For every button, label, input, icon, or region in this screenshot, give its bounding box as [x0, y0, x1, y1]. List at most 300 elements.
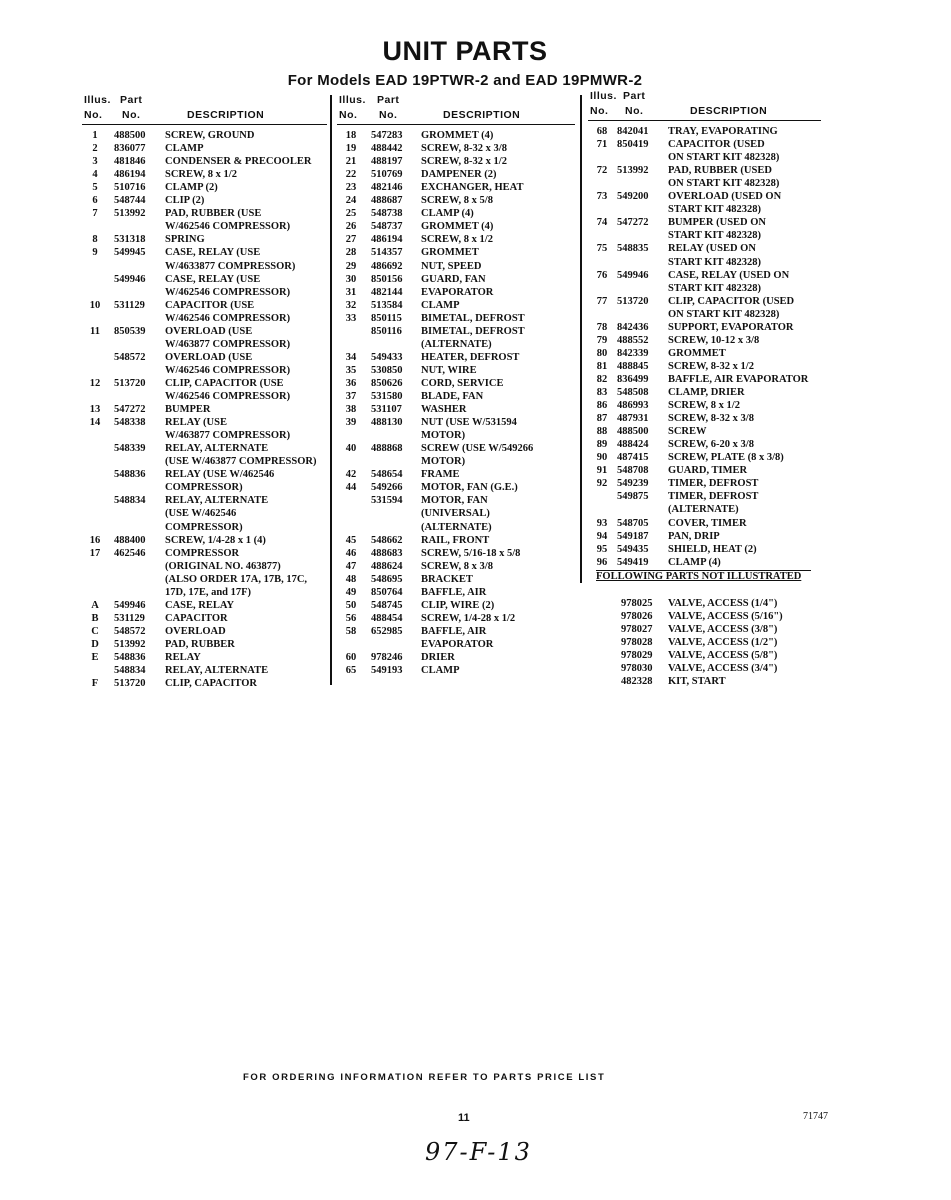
part-description: COMPRESSOR) [165, 521, 243, 533]
illus-number: 5 [92, 182, 98, 194]
part-description: BAFFLE, AIR EVAPORATOR [668, 373, 809, 385]
illus-number: 60 [345, 652, 357, 663]
part-number: 842436 [617, 321, 649, 333]
illus-number: 8 [92, 234, 98, 246]
illus-number: 83 [596, 387, 608, 398]
part-description: CASE, RELAY [165, 599, 235, 611]
part-description: W/463877 COMPRESSOR) [165, 430, 291, 442]
illus-number: 30 [345, 273, 357, 285]
part-number: 482144 [371, 286, 403, 298]
part-number: 513992 [617, 165, 649, 177]
part-number: 531129 [114, 612, 145, 624]
part-number: 548508 [617, 387, 649, 398]
part-description: RAIL, FRONT [421, 534, 490, 546]
part-number: 513720 [617, 295, 649, 307]
illus-number: 12 [89, 377, 101, 389]
part-description: PAD, RUBBER (USE [165, 208, 262, 220]
part-description: EXCHANGER, HEAT [421, 182, 524, 194]
illus-number: 76 [596, 269, 608, 281]
part-description: RELAY, ALTERNATE [165, 665, 269, 677]
part-number: 513720 [114, 678, 146, 690]
part-number: 481846 [114, 156, 146, 168]
part-number: 978246 [371, 652, 403, 663]
illus-number: 81 [596, 360, 608, 372]
part-number: 547272 [617, 217, 649, 229]
part-description: NUT, SPEED [421, 260, 482, 272]
part-description: (ALTERNATE) [668, 504, 739, 516]
part-description: MOTOR) [421, 430, 466, 442]
illus-number: 72 [596, 165, 608, 177]
illus-number: 32 [345, 299, 357, 311]
illus-number: 56 [345, 612, 357, 624]
header-illus-no: No. [84, 109, 103, 121]
part-description: GROMMET [668, 347, 726, 359]
illus-number: 34 [345, 351, 357, 363]
illus-number: F [91, 678, 99, 690]
illus-number: 22 [345, 169, 357, 181]
part-description: DRIER [421, 652, 455, 663]
part-description: CLIP, WIRE (2) [421, 599, 495, 611]
illus-number: 23 [345, 182, 357, 194]
part-number: 836499 [617, 373, 649, 385]
illus-number: 2 [92, 143, 98, 155]
illus-number: 24 [345, 195, 357, 207]
illus-number: 33 [345, 312, 357, 324]
illus-number: 9 [92, 247, 98, 259]
illus-number: 25 [345, 208, 357, 220]
part-description: BUMPER [165, 404, 211, 416]
part-description: W/462546 COMPRESSOR) [165, 312, 291, 324]
part-number: 549187 [617, 530, 649, 542]
part-description: SCREW, 8 x 1/2 [421, 234, 493, 246]
part-description: W/462546 COMPRESSOR) [165, 391, 291, 402]
illus-number: 21 [345, 156, 357, 168]
part-description: CLIP (2) [165, 195, 205, 207]
illus-number: 71 [596, 139, 608, 151]
header-part-no: No. [625, 105, 644, 117]
part-number: 548695 [371, 573, 403, 585]
header-part: Part [623, 90, 646, 102]
part-description: OVERLOAD [165, 625, 226, 637]
part-number: 488197 [371, 156, 403, 168]
illus-number: 36 [345, 377, 357, 389]
illus-number: 39 [345, 417, 357, 429]
part-number: 548708 [617, 465, 649, 477]
part-description: (ALSO ORDER 17A, 17B, 17C, [165, 573, 308, 585]
part-description: CLAMP [421, 299, 460, 311]
page-title: UNIT PARTS [382, 36, 548, 66]
header-illus: Illus. [339, 94, 366, 106]
header-description: DESCRIPTION [187, 109, 265, 121]
part-description: ON START KIT 482328) [668, 152, 780, 164]
illus-number: 48 [345, 573, 357, 585]
part-number: 531594 [371, 495, 403, 507]
document-number: 71747 [803, 1111, 828, 1122]
illus-number: 26 [345, 221, 357, 233]
header-part-no: No. [379, 109, 398, 121]
part-description: SCREW, 8-32 x 1/2 [421, 156, 507, 168]
illus-number: 96 [596, 556, 608, 568]
part-description: 17D, 17E, and 17F) [165, 586, 252, 598]
illus-number: 68 [596, 126, 608, 137]
header-description: DESCRIPTION [690, 105, 768, 117]
illus-number: C [91, 625, 99, 637]
part-description: MOTOR, FAN (G.E.) [421, 482, 518, 494]
illus-number: 14 [89, 417, 101, 429]
illus-number: 49 [345, 586, 357, 598]
illus-number: 13 [89, 404, 101, 416]
illus-number: 75 [596, 243, 608, 255]
part-number: 978030 [621, 662, 653, 674]
header-description: DESCRIPTION [443, 109, 521, 121]
part-number: 488500 [114, 130, 146, 141]
illus-number: 45 [345, 534, 357, 546]
illus-number: B [91, 612, 99, 624]
part-number: 513584 [371, 299, 403, 311]
part-description: SCREW, 6-20 x 3/8 [668, 439, 754, 451]
part-number: 548339 [114, 443, 146, 455]
part-description: SCREW, 1/4-28 x 1 (4) [165, 534, 266, 546]
part-number: 513992 [114, 638, 146, 650]
part-number: 488845 [617, 360, 649, 372]
part-description: CORD, SERVICE [421, 377, 504, 389]
illus-number: 86 [596, 400, 608, 412]
part-number: 548744 [114, 195, 146, 207]
part-description: GUARD, FAN [421, 273, 486, 285]
part-description: MOTOR, FAN [421, 495, 488, 507]
illus-number: 3 [92, 156, 98, 168]
part-number: 549435 [617, 543, 649, 555]
part-number: 549266 [371, 482, 403, 494]
part-number: 978028 [621, 636, 653, 648]
part-description: W/463877 COMPRESSOR) [165, 338, 291, 350]
part-description: SCREW, PLATE (8 x 3/8) [668, 452, 784, 464]
part-number: 850156 [371, 273, 403, 285]
part-number: 549946 [114, 273, 146, 285]
illus-number: 40 [345, 443, 357, 455]
illus-number: E [91, 652, 99, 663]
part-number: 549200 [617, 191, 649, 203]
part-number: 978027 [621, 623, 653, 635]
illus-number: 47 [345, 560, 357, 572]
part-number: 549433 [371, 351, 403, 363]
part-number: 486194 [371, 234, 403, 246]
part-description: OVERLOAD (USE [165, 325, 253, 337]
part-number: 487415 [617, 452, 649, 464]
illus-number: 93 [596, 517, 608, 529]
part-number: 482146 [371, 182, 403, 194]
column-divider [580, 95, 582, 583]
part-description: KIT, START [668, 675, 726, 687]
part-description: VALVE, ACCESS (1/2") [668, 636, 778, 648]
illus-number: 77 [596, 295, 608, 307]
illus-number: 17 [89, 547, 101, 559]
part-number: 488424 [617, 439, 649, 451]
part-number: 842339 [617, 347, 649, 359]
part-description: CLAMP [421, 665, 460, 677]
illus-number: 1 [92, 130, 98, 141]
part-description: SCREW, 8-32 x 3/8 [421, 143, 507, 155]
illus-number: 37 [345, 391, 357, 402]
part-number: 488400 [114, 534, 146, 546]
part-description: EVAPORATOR [421, 286, 494, 298]
part-description: FRAME [421, 469, 460, 481]
part-description: DAMPENER (2) [421, 169, 497, 181]
part-number: 462546 [114, 547, 146, 559]
part-description: SCREW [668, 426, 707, 438]
illus-number: 95 [596, 543, 608, 555]
illus-number: 44 [345, 482, 357, 494]
part-description: SCREW, 8 x 1/2 [165, 169, 237, 181]
part-description: GROMMET (4) [421, 130, 494, 141]
part-number: 850539 [114, 325, 146, 337]
part-description: (ALTERNATE) [421, 521, 492, 533]
illus-number: 50 [345, 599, 357, 611]
illus-number: D [91, 638, 99, 650]
part-description: GROMMET [421, 247, 479, 259]
part-description: RELAY, ALTERNATE [165, 443, 269, 455]
part-number: 488442 [371, 143, 403, 155]
illus-number: A [91, 599, 99, 611]
part-description: (USE W/463877 COMPRESSOR) [165, 456, 317, 468]
illus-number: 16 [89, 534, 101, 546]
part-description: START KIT 482328) [668, 204, 761, 216]
part-description: VALVE, ACCESS (5/16") [668, 610, 783, 622]
part-description: BAFFLE, AIR [421, 586, 487, 598]
part-description: CAPACITOR (USED [668, 139, 765, 151]
part-number: 488454 [371, 612, 403, 624]
part-description: VALVE, ACCESS (3/8") [668, 623, 778, 635]
illus-number: 6 [92, 195, 98, 207]
part-description: GROMMET (4) [421, 221, 494, 233]
part-number: 548705 [617, 517, 649, 529]
part-number: 488683 [371, 547, 403, 559]
illus-number: 18 [345, 130, 357, 141]
part-description: (ALTERNATE) [421, 338, 492, 350]
part-description: GUARD, TIMER [668, 465, 748, 477]
part-description: CLAMP (4) [421, 208, 474, 220]
part-description: OVERLOAD (USED ON [668, 191, 782, 203]
part-description: RELAY (USE W/462546 [165, 469, 275, 481]
part-number: 549193 [371, 665, 403, 677]
part-description: ON START KIT 482328) [668, 178, 780, 190]
part-description: CAPACITOR (USE [165, 299, 255, 311]
part-number: 531129 [114, 299, 145, 311]
part-number: 531107 [371, 404, 402, 416]
ordering-note: FOR ORDERING INFORMATION REFER TO PARTS PRICE LIST [243, 1072, 606, 1083]
illus-number: 94 [596, 530, 608, 542]
part-description: BRACKET [421, 573, 473, 585]
part-description: RELAY (USED ON [668, 243, 756, 255]
part-number: 842041 [617, 126, 649, 137]
part-description: SCREW, 1/4-28 x 1/2 [421, 612, 516, 624]
part-number: 836077 [114, 143, 146, 155]
part-number: 548836 [114, 652, 146, 663]
part-number: 850626 [371, 377, 403, 389]
part-number: 488687 [371, 195, 403, 207]
part-description: START KIT 482328) [668, 230, 761, 242]
part-description: RELAY [165, 652, 201, 663]
part-description: TIMER, DEFROST [668, 478, 759, 490]
part-description: SCREW (USE W/549266 [421, 443, 534, 455]
part-number: 548738 [371, 208, 403, 220]
header-illus: Illus. [590, 90, 617, 102]
part-number: 548654 [371, 469, 403, 481]
part-description: (ORIGINAL NO. 463877) [165, 560, 281, 572]
part-description: PAD, RUBBER (USED [668, 165, 772, 177]
part-number: 488130 [371, 417, 403, 429]
part-description: BLADE, FAN [421, 391, 484, 402]
part-description: W/462546 COMPRESSOR) [165, 286, 291, 298]
part-description: RELAY (USE [165, 417, 227, 429]
models-subtitle: For Models EAD 19PTWR-2 and EAD 19PMWR-2 [287, 72, 643, 89]
illus-number: 91 [596, 465, 608, 477]
part-description: CLIP, CAPACITOR (USED [668, 295, 795, 307]
part-description: NUT, WIRE [421, 364, 477, 376]
part-description: SCREW, 8 x 5/8 [421, 195, 493, 207]
illus-number: 80 [596, 347, 608, 359]
part-description: CLAMP (2) [165, 182, 218, 194]
part-description: HEATER, DEFROST [421, 351, 520, 363]
part-number: 549946 [114, 599, 146, 611]
part-number: 548836 [114, 469, 146, 481]
part-number: 549875 [617, 491, 649, 503]
part-description: CLAMP (4) [668, 556, 721, 568]
part-description: SCREW, 8 x 3/8 [421, 560, 493, 572]
part-description: START KIT 482328) [668, 256, 761, 268]
part-number: 850764 [371, 586, 403, 598]
part-description: START KIT 482328) [668, 282, 761, 294]
part-description: SUPPORT, EVAPORATOR [668, 321, 794, 333]
part-description: COMPRESSOR [165, 547, 240, 559]
part-number: 548572 [114, 351, 146, 363]
part-description: SCREW, GROUND [165, 130, 255, 141]
header-rule [337, 124, 575, 125]
part-description: W/4633877 COMPRESSOR) [165, 260, 296, 272]
part-number: 850116 [371, 325, 402, 337]
part-description: CLIP, CAPACITOR [165, 678, 257, 690]
part-description: BUMPER (USED ON [668, 217, 767, 229]
part-description: CONDENSER & PRECOOLER [165, 156, 312, 168]
header-illus: Illus. [84, 94, 111, 106]
illus-number: 78 [596, 321, 608, 333]
illus-number: 88 [596, 426, 608, 438]
part-number: 549946 [617, 269, 649, 281]
part-number: 488500 [617, 426, 649, 438]
handwritten-note: 97-F-13 [425, 1138, 532, 1166]
illus-number: 27 [345, 234, 357, 246]
part-number: 850419 [617, 139, 649, 151]
header-rule [82, 124, 327, 125]
part-description: BIMETAL, DEFROST [421, 325, 525, 337]
part-description: COVER, TIMER [668, 517, 747, 529]
part-description: CASE, RELAY (USED ON [668, 269, 790, 281]
part-number: 531318 [114, 234, 146, 246]
part-number: 549419 [617, 556, 649, 568]
part-description: SPRING [165, 234, 205, 246]
part-number: 548745 [371, 599, 403, 611]
part-number: 850115 [371, 312, 402, 324]
part-number: 549945 [114, 247, 146, 259]
part-number: 513992 [114, 208, 146, 220]
illus-number: 10 [89, 299, 101, 311]
part-number: 510716 [114, 182, 146, 194]
column-divider [330, 95, 332, 685]
part-number: 652985 [371, 625, 403, 637]
illus-number: 38 [345, 404, 357, 416]
part-description: VALVE, ACCESS (3/4") [668, 662, 778, 674]
part-number: 513720 [114, 377, 146, 389]
illus-number: 92 [596, 478, 608, 490]
part-description: BAFFLE, AIR [421, 625, 487, 637]
part-description: SCREW, 10-12 x 3/8 [668, 334, 760, 346]
illus-number: 29 [345, 260, 357, 272]
illus-number: 73 [596, 191, 608, 203]
part-number: 548835 [617, 243, 649, 255]
part-description: W/462546 COMPRESSOR) [165, 364, 291, 376]
part-number: 487931 [617, 413, 649, 425]
illus-number: 35 [345, 364, 357, 376]
part-number: 530850 [371, 364, 403, 376]
part-number: 482328 [621, 675, 653, 687]
illus-number: 74 [596, 217, 608, 229]
part-description: CASE, RELAY (USE [165, 273, 261, 285]
page-number: 11 [458, 1112, 470, 1124]
part-description: PAN, DRIP [668, 530, 720, 542]
part-number: 547272 [114, 404, 146, 416]
not-illustrated-heading: FOLLOWING PARTS NOT ILLUSTRATED [596, 570, 802, 582]
illus-number: 11 [90, 325, 100, 337]
part-number: 978029 [621, 649, 653, 661]
part-description: OVERLOAD (USE [165, 351, 253, 363]
part-description: SCREW, 8 x 1/2 [668, 400, 740, 412]
illus-number: 79 [596, 334, 608, 346]
part-description: VALVE, ACCESS (1/4") [668, 597, 778, 609]
part-number: 549239 [617, 478, 649, 490]
part-number: 514357 [371, 247, 403, 259]
part-description: SHIELD, HEAT (2) [668, 543, 757, 555]
part-description: TRAY, EVAPORATING [668, 126, 778, 137]
part-description: WASHER [421, 404, 467, 416]
part-number: 548834 [114, 495, 146, 507]
part-number: 486692 [371, 260, 403, 272]
part-description: (USE W/462546 [165, 508, 237, 520]
illus-number: 65 [345, 665, 357, 677]
illus-number: 87 [596, 413, 608, 425]
header-part-no: No. [122, 109, 141, 121]
part-description: SCREW, 8-32 x 3/8 [668, 413, 754, 425]
part-number: 978026 [621, 610, 653, 622]
part-number: 548338 [114, 417, 146, 429]
header-rule [588, 120, 821, 121]
part-description: CAPACITOR [165, 612, 228, 624]
part-number: 548662 [371, 534, 403, 546]
part-number: 547283 [371, 130, 403, 141]
part-number: 548737 [371, 221, 403, 233]
part-number: 978025 [621, 597, 653, 609]
header-part: Part [120, 94, 143, 106]
part-description: SCREW, 8-32 x 1/2 [668, 360, 754, 372]
illus-number: 90 [596, 452, 608, 464]
illus-number: 58 [345, 625, 357, 637]
illus-number: 89 [596, 439, 608, 451]
illus-number: 82 [596, 373, 608, 385]
illus-number: 7 [92, 208, 98, 220]
part-number: 486194 [114, 169, 146, 181]
part-description: PAD, RUBBER [165, 638, 235, 650]
illus-number: 19 [345, 143, 357, 155]
part-number: 531580 [371, 391, 403, 402]
